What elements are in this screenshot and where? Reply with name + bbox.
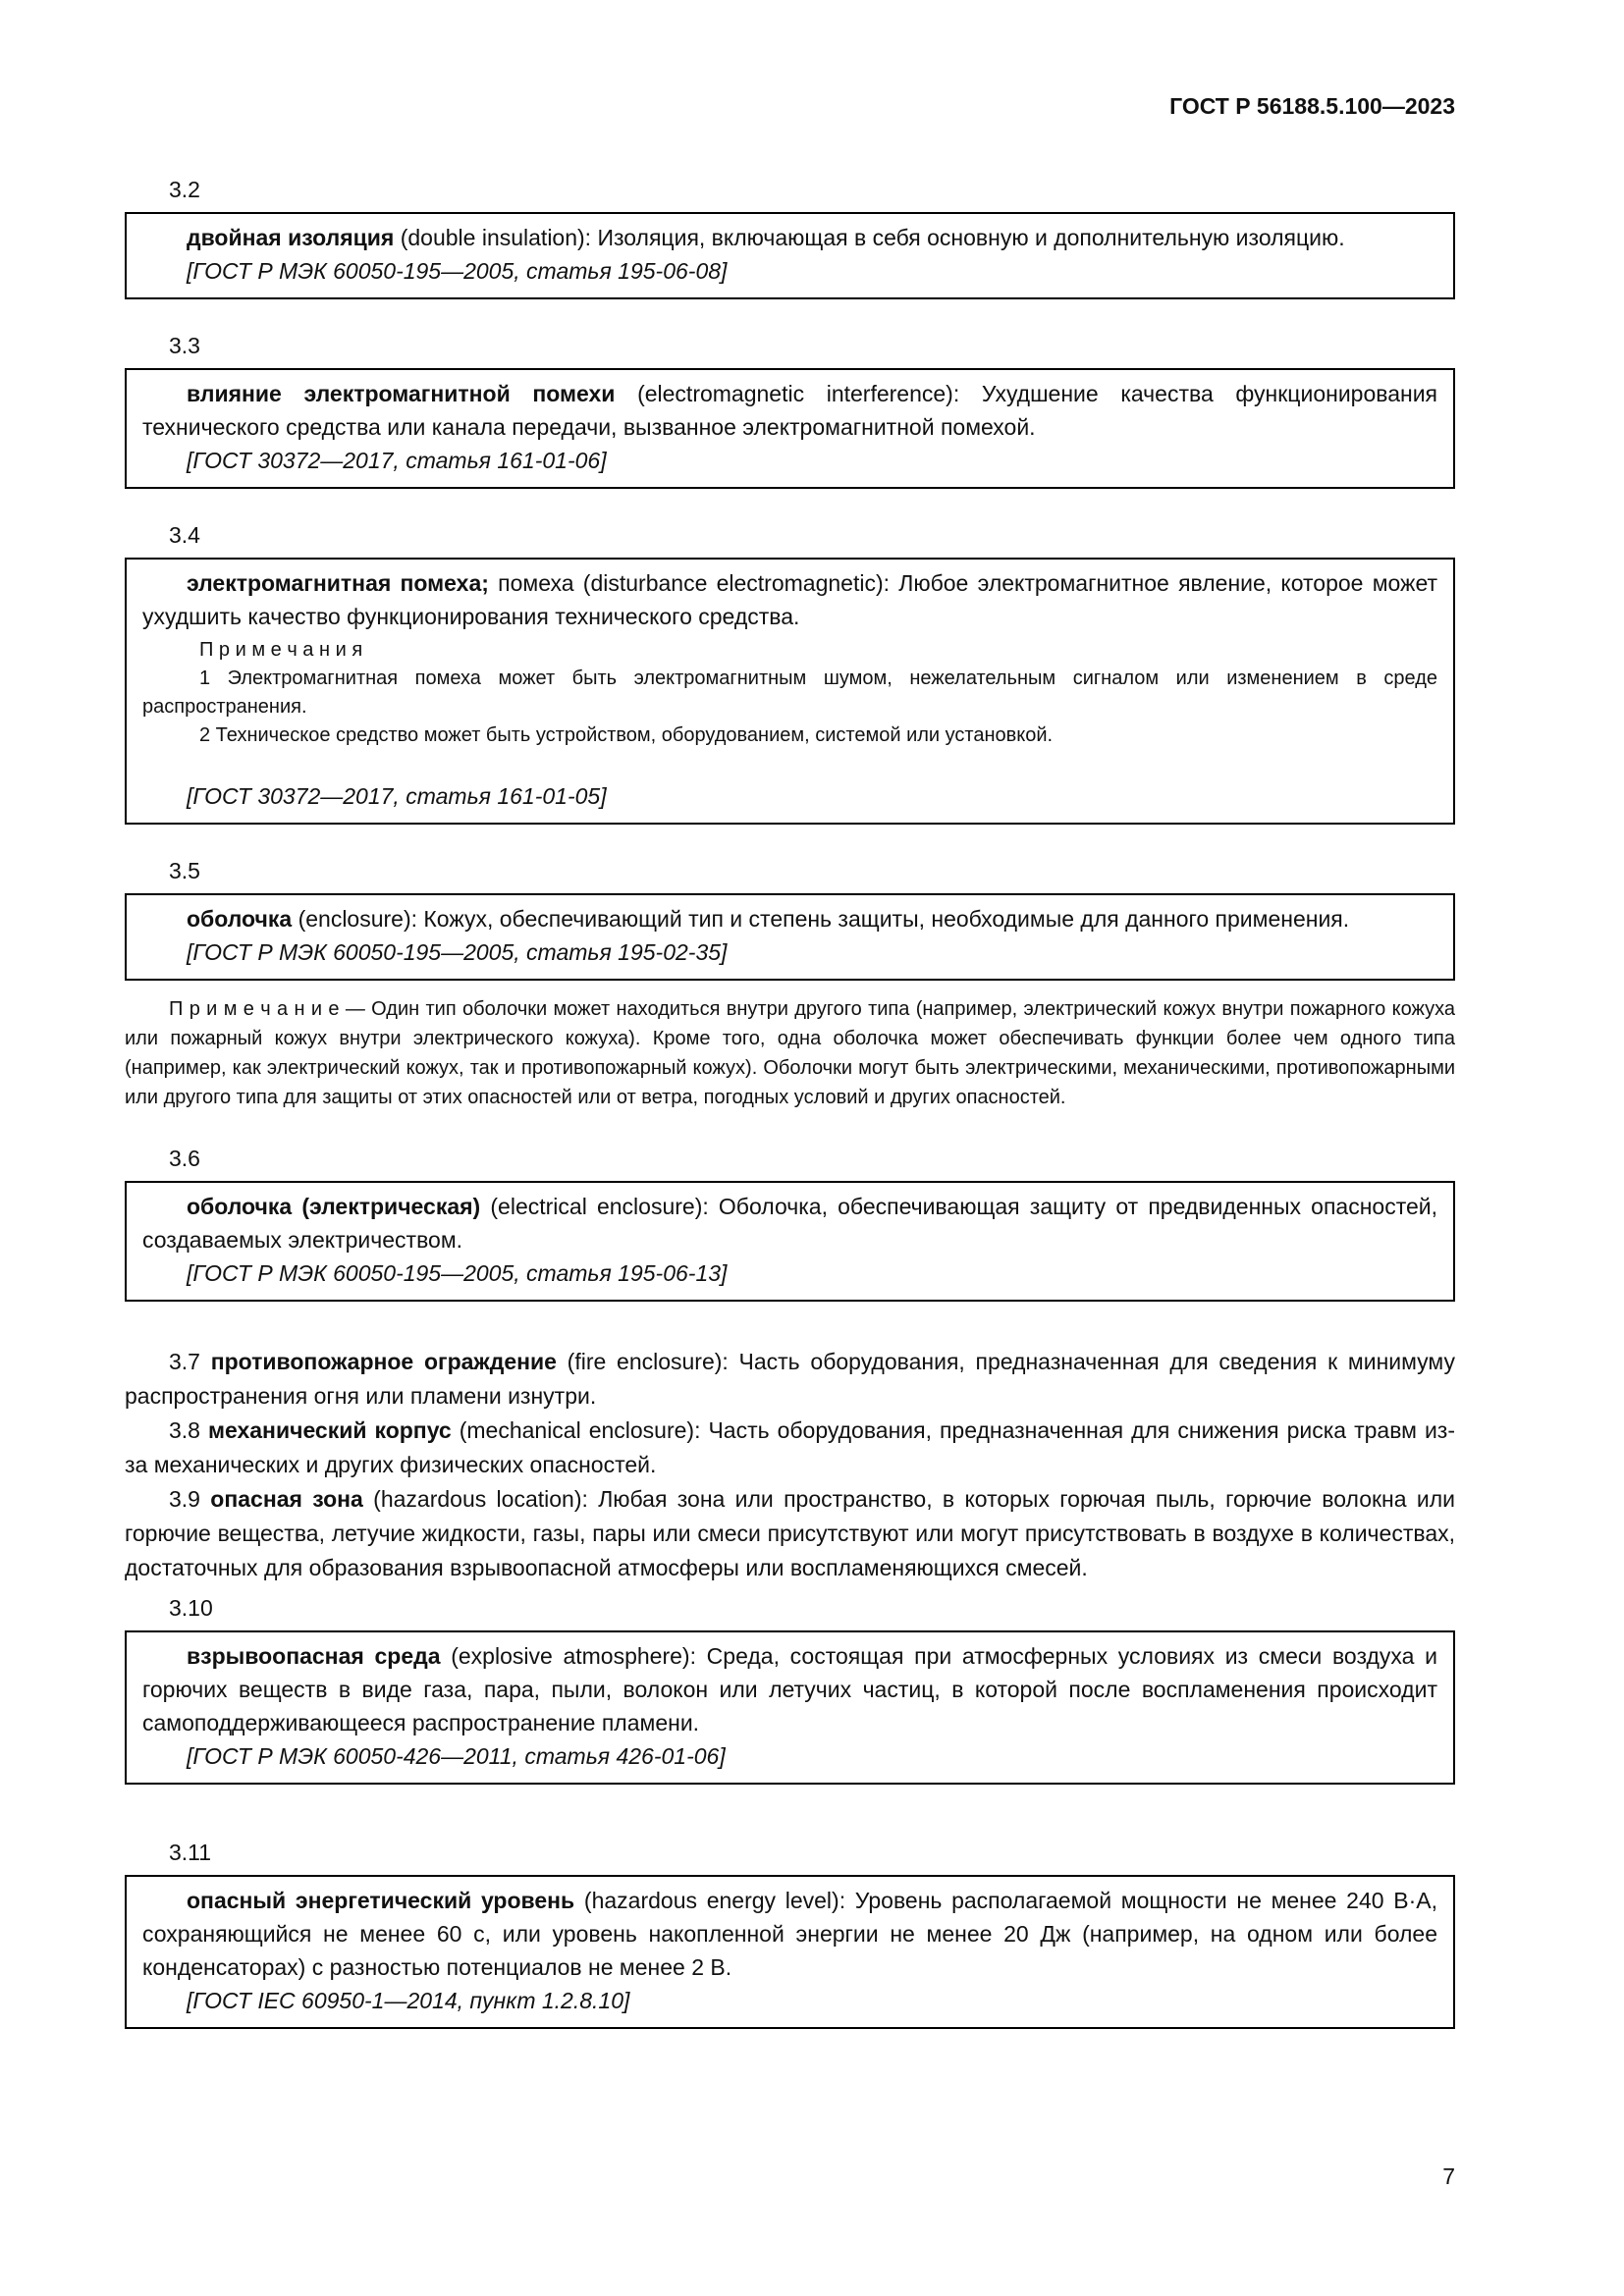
term-3-3: влияние электромагнитной помехи bbox=[187, 381, 616, 406]
definition-box-3-10 bbox=[125, 1630, 1455, 1785]
definition-box-3-3 bbox=[125, 368, 1455, 489]
definition-text-3-3: (electromagnetic interference): Ухудшение качества функционирования технического средства или канала передачи, вызванное электромагнитной помехой. bbox=[142, 381, 1438, 440]
num-3-7: 3.7 bbox=[169, 1349, 211, 1374]
definition-3-10 bbox=[142, 1639, 1437, 1739]
term-3-4: электромагнитная помеха; bbox=[187, 570, 489, 596]
plain-definitions-block bbox=[125, 1345, 1455, 1585]
source-3-11: [ГОСТ IEC 60950-1—2014, пункт 1.2.8.10] bbox=[187, 1988, 630, 2013]
section-label-3-10: 3.10 bbox=[169, 1595, 213, 1621]
term-3-2: двойная изоляция bbox=[187, 225, 395, 250]
definition-text-3-10: (explosive atmosphere): Среда, состоящая при атмосферных условиях из смеси воздуха и горючих веществ в виде газа, пара, пыли, волокон или летучих частиц, в которой после воспламенения происходит самоподдерживающееся распространение пламени. bbox=[142, 1643, 1437, 1735]
page-number: 7 bbox=[1442, 2163, 1455, 2189]
definition-3-2 bbox=[142, 221, 1437, 254]
doc-number: ГОСТ Р 56188.5.100—2023 bbox=[1169, 93, 1455, 119]
section-label-3-3: 3.3 bbox=[169, 333, 200, 358]
definition-3-4 bbox=[142, 566, 1437, 633]
term-3-9: опасная зона bbox=[210, 1486, 363, 1512]
definition-box-3-4 bbox=[125, 558, 1455, 825]
definition-box-3-6 bbox=[125, 1181, 1455, 1302]
definition-text-3-4: помеха (disturbance electromagnetic): Любое электромагнитное явление, которое может ухудшить качество функционирования технического средства. bbox=[142, 570, 1438, 629]
notes-block-3-4 bbox=[142, 636, 1437, 750]
section-label-3-11: 3.11 bbox=[169, 1840, 212, 1865]
definition-text-3-5: (enclosure): Кожух, обеспечивающий тип и степень защиты, необходимые для данного применения. bbox=[292, 906, 1350, 932]
source-3-2: [ГОСТ Р МЭК 60050-195—2005, статья 195-06-08] bbox=[187, 258, 728, 284]
definition-3-6 bbox=[142, 1190, 1437, 1256]
note-1-3-4: 1 Электромагнитная помеха может быть электромагнитным шумом, нежелательным сигналом или изменением в среде распространения. bbox=[142, 667, 1437, 718]
section-label-3-4: 3.4 bbox=[169, 522, 200, 548]
term-3-5: оболочка bbox=[187, 906, 293, 932]
source-3-5: [ГОСТ Р МЭК 60050-195—2005, статья 195-02-35] bbox=[187, 939, 728, 965]
source-3-3: [ГОСТ 30372—2017, статья 161-01-06] bbox=[187, 448, 607, 473]
paragraph-3-7 bbox=[125, 1345, 1455, 1414]
definition-text-3-8: (mechanical enclosure): Часть оборудования, предназначенная для снижения риска травм из-за механических и других физических опасностей. bbox=[125, 1417, 1456, 1477]
source-3-10: [ГОСТ Р МЭК 60050-426—2011, статья 426-01-06] bbox=[187, 1743, 726, 1769]
section-label-3-5: 3.5 bbox=[169, 858, 200, 883]
num-3-9: 3.9 bbox=[169, 1486, 211, 1512]
note-2-3-4: 2 Техническое средство может быть устройством, оборудованием, системой или установкой. bbox=[199, 724, 1054, 746]
term-3-6: оболочка (электрическая) bbox=[187, 1194, 481, 1219]
note-label-3-5: П р и м е ч а н и е bbox=[169, 998, 340, 1020]
source-3-6: [ГОСТ Р МЭК 60050-195—2005, статья 195-06-13] bbox=[187, 1260, 728, 1286]
definition-box-3-2 bbox=[125, 212, 1455, 299]
definition-text-3-9: (hazardous location): Любая зона или пространство, в которых горючая пыль, горючие волокна или горючие вещества, летучие жидкости, газы, пары или смеси присутствуют или могут присутствовать в воздухе в количествах, достаточных для образования взрывоопасной атмосферы или воспламеняющихся смесей. bbox=[125, 1486, 1455, 1580]
term-3-10: взрывоопасная среда bbox=[187, 1643, 441, 1669]
definition-text-3-2: (double insulation): Изоляция, включающая в себя основную и дополнительную изоляцию. bbox=[394, 225, 1345, 250]
definition-box-3-5 bbox=[125, 893, 1455, 981]
definition-text-3-11: (hazardous energy level): Уровень располагаемой мощности не менее 240 В·А, сохраняющийся не менее 60 с, или уровень накопленной энергии не менее 20 Дж (например, на одном или более конденсаторах) с разностью потенциалов не менее 2 В. bbox=[142, 1888, 1437, 1980]
paragraph-3-9 bbox=[125, 1482, 1455, 1585]
note-3-5 bbox=[125, 994, 1455, 1112]
definition-3-5 bbox=[142, 902, 1437, 935]
section-label-3-6: 3.6 bbox=[169, 1146, 200, 1171]
section-label-3-2: 3.2 bbox=[169, 177, 200, 202]
definition-text-3-6: (electrical enclosure): Оболочка, обеспечивающая защиту от предвиденных опасностей, создаваемых электричеством. bbox=[142, 1194, 1438, 1253]
num-3-8: 3.8 bbox=[169, 1417, 208, 1443]
definition-text-3-7: (fire enclosure): Часть оборудования, предназначенная для сведения к минимуму распространения огня или пламени изнутри. bbox=[125, 1349, 1455, 1409]
notes-title-3-4: П р и м е ч а н и я bbox=[199, 639, 363, 661]
definition-3-11 bbox=[142, 1884, 1437, 1984]
definition-3-3 bbox=[142, 377, 1437, 444]
source-3-4: [ГОСТ 30372—2017, статья 161-01-05] bbox=[187, 783, 607, 809]
term-3-11: опасный энергетический уровень bbox=[187, 1888, 575, 1913]
definition-box-3-11 bbox=[125, 1875, 1455, 2029]
paragraph-3-8 bbox=[125, 1414, 1455, 1482]
term-3-8: механический корпус bbox=[207, 1417, 452, 1443]
note-text-3-5: — Один тип оболочки может находиться внутри другого типа (например, электрический кожух внутри пожарного кожуха или пожарный кожух внутри электрического кожуха). Кроме того, одна оболочка может обеспечивать функции более чем одного типа (например, как электрический кожух, так и противопожарный кожух). Оболочки могут быть электрическими, механическими, противопожарными или другого типа для защиты от этих опасностей или от ветра, погодных условий и других опасностей. bbox=[125, 998, 1455, 1108]
term-3-7: противопожарное ограждение bbox=[210, 1349, 557, 1374]
